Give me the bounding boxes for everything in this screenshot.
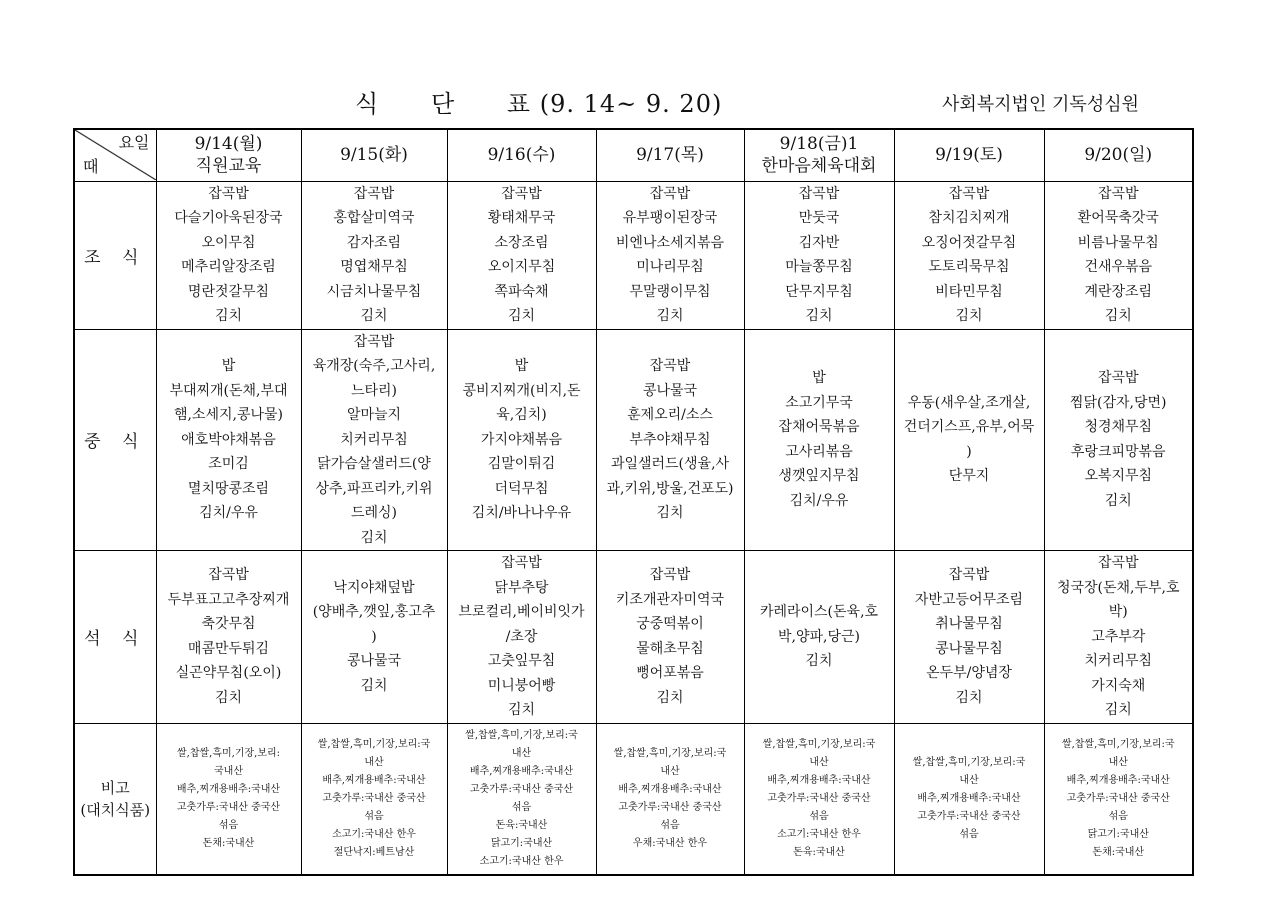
- menu-item: 미나리무침: [636, 259, 704, 275]
- menu-item: 더덕무침: [494, 480, 549, 497]
- origin-note-line: 고춧가루:국내산 중국산: [469, 783, 574, 795]
- day-header-0920: [1044, 129, 1193, 181]
- origin-note-line: 내산: [660, 765, 680, 777]
- menu-item: 김말이튀김: [487, 456, 556, 472]
- menu-item: 고추부각: [1091, 628, 1146, 645]
- menu-item: 박): [1108, 604, 1128, 620]
- menu-item: 치커리무침: [1084, 653, 1153, 669]
- menu-item: 상추,파프리카,키위: [315, 480, 433, 497]
- menu-item: /초장: [505, 628, 538, 645]
- menu-item: 조미김: [208, 456, 249, 472]
- menu-item: 밥: [514, 358, 529, 374]
- menu-item: 소고기무국: [785, 394, 853, 411]
- menu-item: 참치김치찌개: [928, 210, 1010, 226]
- menu-item: 단무지: [948, 468, 990, 485]
- menu-item: 비엔나소세지볶음: [615, 234, 725, 251]
- menu-item: 뻥어포볶음: [636, 665, 704, 682]
- menu-item: 김치: [955, 689, 983, 706]
- lunch-cell: [596, 329, 744, 551]
- menu-item: 잡곡밥: [501, 185, 542, 202]
- notes-cell: [744, 723, 894, 875]
- menu-item: 잡곡밥: [1097, 185, 1139, 202]
- dinner-cell: [894, 551, 1044, 724]
- notes-cell: [301, 723, 447, 875]
- menu-item: 실곤약무침(오이): [175, 665, 282, 682]
- origin-note-line: 고춧가루:국내산 중국산: [618, 801, 722, 813]
- menu-item: 자반고등어무조림: [914, 591, 1024, 608]
- menu-item: 명란젓갈무침: [187, 283, 270, 300]
- menu-item: 후랑크피망볶음: [1070, 443, 1166, 460]
- day-header-line: 9/18(금)1: [779, 134, 859, 155]
- day-header-line: 9/20(일): [1084, 145, 1153, 166]
- day-header-line: 9/15(화): [340, 145, 408, 166]
- origin-note-line: 섞음: [218, 819, 239, 831]
- menu-item: 잡곡밥: [353, 185, 395, 202]
- menu-item: 잡곡밥: [1097, 370, 1139, 387]
- lunch-row: [74, 329, 1193, 551]
- menu-item: 김치/바나나우유: [471, 505, 572, 521]
- menu-item: 훈제오리/소스: [627, 407, 713, 423]
- menu-item: 쪽파숙채: [494, 283, 549, 300]
- menu-item: 건새우볶음: [1084, 259, 1153, 275]
- menu-item: 김치: [507, 308, 536, 324]
- menu-item: 김치: [360, 308, 388, 324]
- notes-cell: [156, 723, 301, 875]
- day-header-0914: [156, 129, 301, 181]
- origin-note-line: 쌀,찹쌀,흑미,기장,보리:국: [613, 747, 727, 759]
- menu-item: 오이무침: [201, 234, 256, 251]
- menu-item: 김치: [507, 702, 536, 718]
- breakfast-cell: [596, 181, 744, 329]
- day-header-line: 9/19(토): [935, 145, 1003, 166]
- menu-item: 김치: [360, 677, 388, 694]
- menu-item: 잡곡밥: [948, 185, 990, 202]
- breakfast-cell: [744, 181, 894, 329]
- corner-day-label: 요일: [118, 133, 150, 153]
- origin-note-line: 내산: [511, 747, 532, 759]
- menu-item: 유부팽이된장국: [622, 210, 718, 226]
- lunch-cell: [894, 329, 1044, 551]
- origin-note-line: 섞음: [959, 828, 979, 840]
- origin-note-line: 배추,찌개용배추:국내산: [1066, 774, 1170, 786]
- menu-item: 김치: [805, 653, 833, 669]
- dinner-cell: [447, 551, 596, 724]
- menu-item: 과일샐러드(생율,사: [610, 456, 730, 472]
- menu-item: 건더기스프,유부,어묵: [903, 419, 1035, 436]
- menu-item: 소장조림: [494, 234, 549, 251]
- menu-item: 메추리알장조림: [181, 259, 276, 275]
- menu-item: 김치/우유: [199, 505, 258, 521]
- lunch-cell: [1044, 329, 1193, 551]
- menu-item: 김치: [1104, 308, 1132, 324]
- origin-note-line: 배추,찌개용배추:국내산: [917, 792, 1021, 804]
- menu-item: 비름나물무침: [1077, 234, 1159, 251]
- notes-cell: [596, 723, 744, 875]
- origin-note-line: 내산: [959, 774, 979, 786]
- menu-item: 두부표고고추장찌개: [167, 591, 290, 608]
- origin-note-line: 닭고기:국내산: [1087, 828, 1149, 840]
- menu-item: 김치: [955, 308, 983, 324]
- menu-item: 황태채무국: [487, 210, 556, 226]
- menu-item: 잡곡밥: [798, 185, 840, 202]
- menu-item: 도토리묵무침: [928, 259, 1010, 275]
- menu-item: 드레싱): [350, 505, 398, 521]
- menu-item: 잡곡밥: [649, 185, 691, 202]
- breakfast-cell: [156, 181, 301, 329]
- origin-note-line: 쌀,찹쌀,흑미,기장,보리:: [176, 747, 281, 759]
- origin-note-line: 우채:국내산 한우: [632, 837, 708, 849]
- menu-item: 잡곡밥: [948, 567, 990, 584]
- menu-item: 낙지야채덮밥: [333, 579, 415, 596]
- origin-note-line: 섞음: [511, 801, 532, 813]
- corner-meal-label: 때: [83, 157, 99, 177]
- notes-cell: [447, 723, 596, 875]
- menu-item: 김치: [805, 308, 833, 324]
- menu-item: 부대찌개(돈채,부대: [169, 382, 288, 399]
- corner-cell: [74, 129, 156, 181]
- breakfast-cell: [1044, 181, 1193, 329]
- lunch-cell: [156, 329, 301, 551]
- menu-item: 콩비지찌개(비지,돈: [462, 382, 581, 399]
- menu-item: 느타리): [350, 382, 398, 399]
- origin-note-line: 배추,찌개용배추:국내산: [469, 765, 574, 777]
- origin-note-line: 배추,찌개용배추:국내산: [767, 774, 871, 786]
- origin-note-line: 쌀,찹쌀,흑미,기장,보리:국: [465, 729, 578, 741]
- menu-item: 닭부추탕: [494, 579, 549, 596]
- origin-note-line: 쌀,찹쌀,흑미,기장,보리:국: [317, 738, 431, 750]
- menu-item: 취나물무침: [935, 616, 1003, 633]
- menu-item: 비타민무침: [935, 283, 1003, 300]
- menu-item: 콩나물국: [642, 382, 698, 399]
- menu-item: 만둣국: [798, 210, 840, 226]
- menu-item: 매콤만두튀김: [187, 640, 270, 657]
- menu-item: 온두부/양념장: [926, 665, 1012, 682]
- menu-item: 가지야채볶음: [480, 431, 563, 448]
- menu-item: 환어묵축갓국: [1077, 210, 1159, 226]
- origin-note-line: 섞음: [364, 810, 384, 822]
- menu-item: 마늘쫑무침: [785, 259, 853, 275]
- menu-item: ): [966, 443, 972, 460]
- menu-item: 육,김치): [496, 407, 547, 423]
- menu-item: 궁중떡볶이: [636, 616, 704, 633]
- breakfast-cell: [447, 181, 596, 329]
- menu-item: 김치: [1104, 702, 1132, 718]
- menu-item: 다슬기아욱된장국: [174, 210, 283, 226]
- menu-item: 밥: [221, 358, 236, 374]
- menu-item: 애호박야채볶음: [181, 431, 276, 448]
- origin-note-line: 고춧가루:국내산 중국산: [767, 792, 871, 804]
- menu-item: 햄,소세지,콩나물): [173, 407, 284, 423]
- lunch-label: 중 식: [74, 329, 156, 551]
- origin-note-line: 쌀,찹쌀,흑미,기장,보리:국: [1061, 738, 1175, 750]
- menu-item: 찜닭(감자,당면): [1069, 394, 1167, 411]
- origin-note-line: 쌀,찹쌀,흑미,기장,보리:국: [912, 756, 1026, 768]
- origin-note-line: 섞음: [1108, 810, 1128, 822]
- origin-note-line: 배추,찌개용배추:국내산: [322, 774, 426, 786]
- menu-item: 명엽채무침: [340, 259, 408, 275]
- menu-item: 고사리볶음: [785, 443, 853, 460]
- menu-item: 김치: [360, 529, 388, 546]
- origin-note-line: 섞음: [809, 810, 829, 822]
- dinner-cell: [744, 551, 894, 724]
- origin-note-line: 돈채:국내산: [202, 837, 255, 849]
- notes-label: 비고 (대치식품): [74, 723, 156, 875]
- menu-item: 치커리무침: [340, 431, 408, 448]
- notes-cell: [894, 723, 1044, 875]
- origin-note-line: 돈육:국내산: [793, 846, 845, 858]
- day-header-0915: [301, 129, 447, 181]
- page-title: 식 단 표 (9. 14~ 9. 20): [355, 90, 723, 118]
- origin-note-line: 내산: [809, 756, 829, 768]
- origin-note-line: 돈채:국내산: [1092, 846, 1145, 858]
- menu-item: 청국장(돈채,두부,호: [1056, 579, 1180, 596]
- origin-note-line: 고춧가루:국내산 중국산: [176, 801, 281, 813]
- menu-item: 콩나물국: [346, 653, 402, 669]
- menu-item: 김자반: [798, 234, 840, 251]
- menu-item: 무말랭이무침: [629, 283, 711, 300]
- header-row: [74, 129, 1193, 181]
- menu-item: 우동(새우살,조개살,: [907, 394, 1031, 411]
- day-header-0917: [596, 129, 744, 181]
- day-header-0918: [744, 129, 894, 181]
- breakfast-label: 조 식: [74, 181, 156, 329]
- origin-note-line: 고춧가루:국내산 중국산: [1066, 792, 1170, 804]
- menu-table: [73, 128, 1194, 876]
- menu-item: 브로컬리,베이비잇가: [458, 604, 585, 620]
- day-header-line: 9/14(월): [194, 134, 263, 155]
- breakfast-cell: [894, 181, 1044, 329]
- menu-item: 미니붕어빵: [487, 677, 556, 694]
- lunch-cell: [301, 329, 447, 551]
- dinner-cell: [301, 551, 447, 724]
- notes-row: [74, 723, 1193, 875]
- menu-item: ): [371, 628, 377, 645]
- menu-item: (양배추,깻잎,홍고추: [312, 604, 436, 620]
- menu-item: 청경채무침: [1084, 419, 1153, 436]
- menu-item: 잡곡밥: [208, 185, 249, 202]
- menu-item: 김치: [656, 689, 684, 706]
- menu-item: 생깻잎지무침: [778, 468, 860, 485]
- dinner-cell: [156, 551, 301, 724]
- day-header-line: 직원교육: [195, 156, 262, 177]
- menu-item: 키조개관자미역국: [615, 591, 725, 608]
- menu-item: 육개장(숙주,고사리,: [312, 358, 436, 374]
- menu-item: 카레라이스(돈육,호: [759, 604, 879, 620]
- menu-item: 멸치땅콩조림: [187, 480, 270, 497]
- origin-note-line: 배추,찌개용배추:국내산: [618, 783, 722, 795]
- dinner-cell: [596, 551, 744, 724]
- menu-item: 고춧잎무침: [487, 653, 556, 669]
- day-header-line: 9/16(수): [487, 145, 556, 166]
- origin-note-line: 돈육:국내산: [495, 819, 548, 831]
- menu-item: 김치: [656, 505, 684, 521]
- menu-item: 잡곡밥: [649, 567, 691, 584]
- menu-item: 단무지무침: [785, 283, 853, 300]
- menu-item: 감자조림: [346, 234, 402, 251]
- menu-item: 콩나물무침: [935, 640, 1003, 657]
- menu-item: 과,키위,방울,건포도): [606, 480, 734, 497]
- menu-item: 김치/우유: [789, 492, 849, 509]
- origin-note-line: 국내산: [214, 765, 243, 777]
- dinner-row: [74, 551, 1193, 724]
- origin-note-line: 소고기:국내산 한우: [479, 855, 564, 867]
- menu-item: 축갓무침: [201, 616, 256, 633]
- menu-item: 김치: [214, 308, 243, 324]
- day-header-line: 한마음체육대회: [761, 156, 877, 177]
- origin-note-line: 고춧가루:국내산 중국산: [322, 792, 426, 804]
- menu-item: 부추야채무침: [629, 431, 711, 448]
- breakfast-row: [74, 181, 1193, 329]
- menu-item: 가지숙채: [1091, 677, 1146, 694]
- menu-item: 닭가슴살샐러드(양: [317, 456, 431, 472]
- menu-item: 물해초무침: [636, 640, 704, 657]
- menu-item: 시금치나물무침: [326, 283, 422, 300]
- day-header-0916: [447, 129, 596, 181]
- menu-item: 오이지무침: [487, 259, 556, 275]
- menu-item: 잡채어묵볶음: [778, 419, 860, 436]
- day-header-line: 9/17(목): [636, 145, 704, 166]
- origin-note-line: 내산: [1108, 756, 1128, 768]
- origin-note-line: 고춧가루:국내산 중국산: [917, 810, 1021, 822]
- origin-note-line: 배추,찌개용배추:국내산: [176, 783, 281, 795]
- menu-item: 김치: [214, 689, 243, 706]
- menu-item: 밥: [812, 370, 826, 387]
- origin-note-line: 내산: [364, 756, 384, 768]
- lunch-cell: [744, 329, 894, 551]
- menu-item: 오징어젓갈무침: [921, 234, 1017, 251]
- origin-note-line: 닭고기:국내산: [490, 837, 553, 849]
- dinner-label: 석 식: [74, 551, 156, 724]
- menu-item: 홍합살미역국: [333, 210, 415, 226]
- menu-item: 잡곡밥: [649, 358, 691, 374]
- origin-note-line: 소고기:국내산 한우: [332, 828, 416, 840]
- breakfast-cell: [301, 181, 447, 329]
- menu-item: 알마늘지: [346, 407, 402, 423]
- origin-note-line: 쌀,찹쌀,흑미,기장,보리:국: [762, 738, 876, 750]
- lunch-cell: [447, 329, 596, 551]
- notes-cell: [1044, 723, 1193, 875]
- menu-item: 잡곡밥: [501, 555, 542, 571]
- menu-item: 잡곡밥: [1097, 555, 1139, 571]
- origin-note-line: 절단낙지:베트남산: [333, 846, 415, 858]
- dinner-cell: [1044, 551, 1193, 724]
- menu-item: 잡곡밥: [208, 567, 249, 584]
- menu-item: 박,양파,당근): [778, 628, 860, 645]
- origin-note-line: 소고기:국내산 한우: [777, 828, 861, 840]
- menu-item: 계란장조림: [1084, 283, 1153, 300]
- origin-note-line: 섞음: [660, 819, 680, 831]
- day-header-0919: [894, 129, 1044, 181]
- menu-item: 잡곡밥: [353, 333, 395, 350]
- menu-item: 김치: [656, 308, 684, 324]
- menu-item: 김치: [1104, 492, 1132, 509]
- organization-name: 사회복지법인 기독성심원: [942, 94, 1139, 115]
- menu-item: 오복지무침: [1084, 468, 1153, 485]
